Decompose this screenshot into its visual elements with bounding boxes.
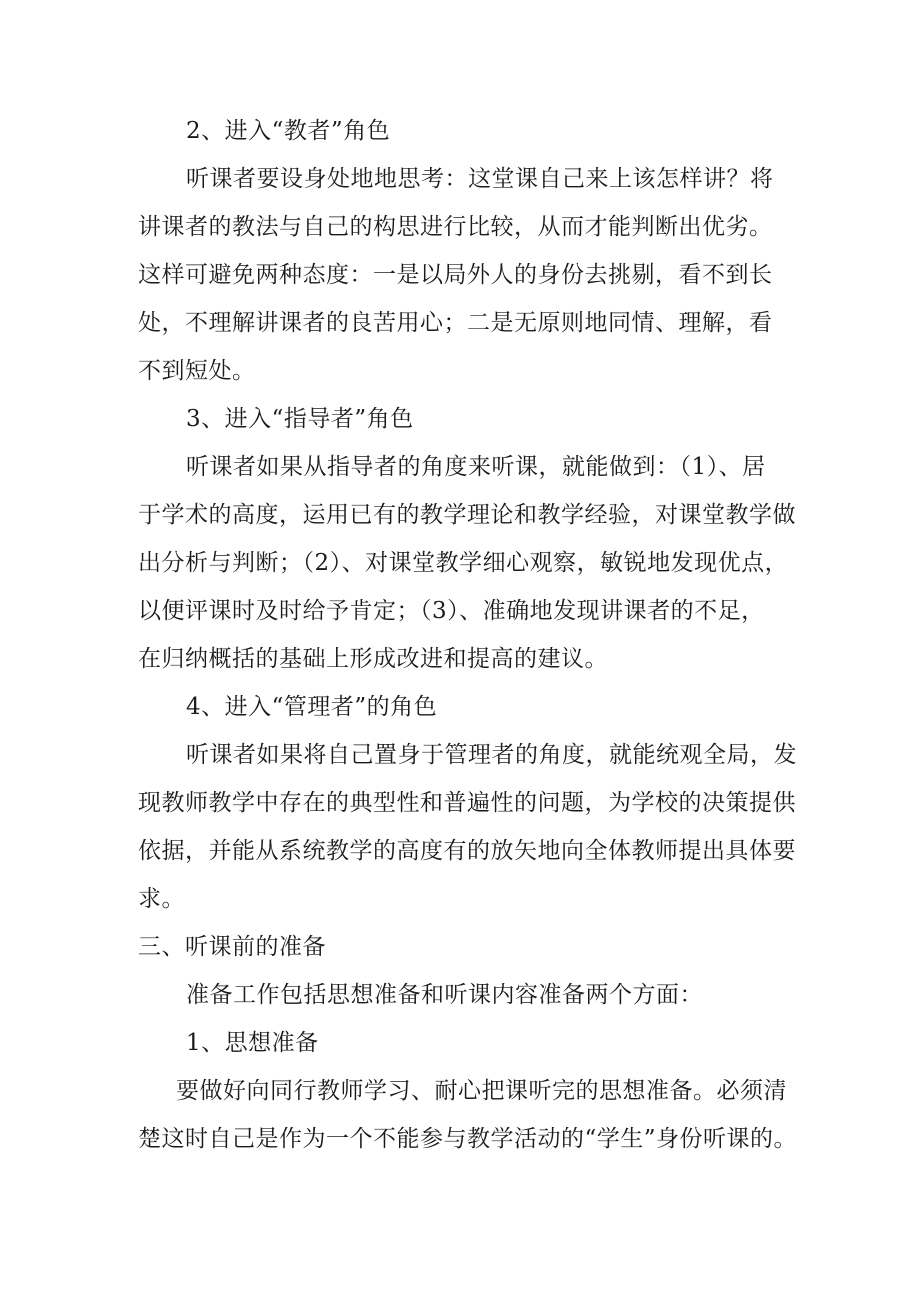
- paragraph-line: 听课者要设身处地地思考：这堂课自己来上该怎样讲？将: [186, 166, 774, 192]
- paragraph-line: 以便评课时及时给予肯定；（3）、准确地发现讲课者的不足，: [138, 598, 765, 624]
- paragraph-line: 于学术的高度，运用已有的教学理论和教学经验，对课堂教学做: [138, 502, 796, 528]
- paragraph-line: 听课者如果从指导者的角度来听课，就能做到：（1）、居: [186, 454, 766, 480]
- paragraph-line: 现教师教学中存在的典型性和普遍性的问题，为学校的决策提供: [138, 790, 796, 816]
- heading-guide-role: 3、进入“指导者”角色: [186, 406, 414, 432]
- paragraph-line: 不到短处。: [138, 358, 256, 384]
- paragraph-line: 听课者如果将自己置身于管理者的角度，就能统观全局，发: [186, 742, 797, 768]
- paragraph-line: 在归纳概括的基础上形成改进和提高的建议。: [138, 646, 608, 672]
- heading-manager-role: 4、进入“管理者”的角色: [186, 694, 438, 720]
- section-heading-preparation: 三、听课前的准备: [138, 934, 326, 960]
- paragraph-line: 准备工作包括思想准备和听课内容准备两个方面：: [186, 982, 703, 1008]
- heading-mental-preparation: 1、思想准备: [186, 1030, 319, 1056]
- paragraph-line: 求。: [138, 886, 185, 912]
- paragraph-line: 这样可避免两种态度：一是以局外人的身份去挑剔，看不到长: [138, 262, 773, 288]
- paragraph-line: 楚这时自己是作为一个不能参与教学活动的“学生”身份听课的。: [138, 1126, 798, 1152]
- heading-teacher-role: 2、进入“教者”角色: [186, 118, 391, 144]
- paragraph-line: 讲课者的教法与自己的构思进行比较，从而才能判断出优劣。: [138, 214, 773, 240]
- paragraph-line: 处，不理解讲课者的良苦用心；二是无原则地同情、理解，看: [138, 310, 773, 336]
- paragraph-line: 出分析与判断；（2）、对课堂教学细心观察，敏锐地发现优点，: [138, 550, 789, 576]
- paragraph-line: 依据，并能从系统教学的高度有的放矢地向全体教师提出具体要: [138, 838, 796, 864]
- paragraph-line: 要做好向同行教师学习、耐心把课听完的思想准备。必须清: [176, 1078, 787, 1104]
